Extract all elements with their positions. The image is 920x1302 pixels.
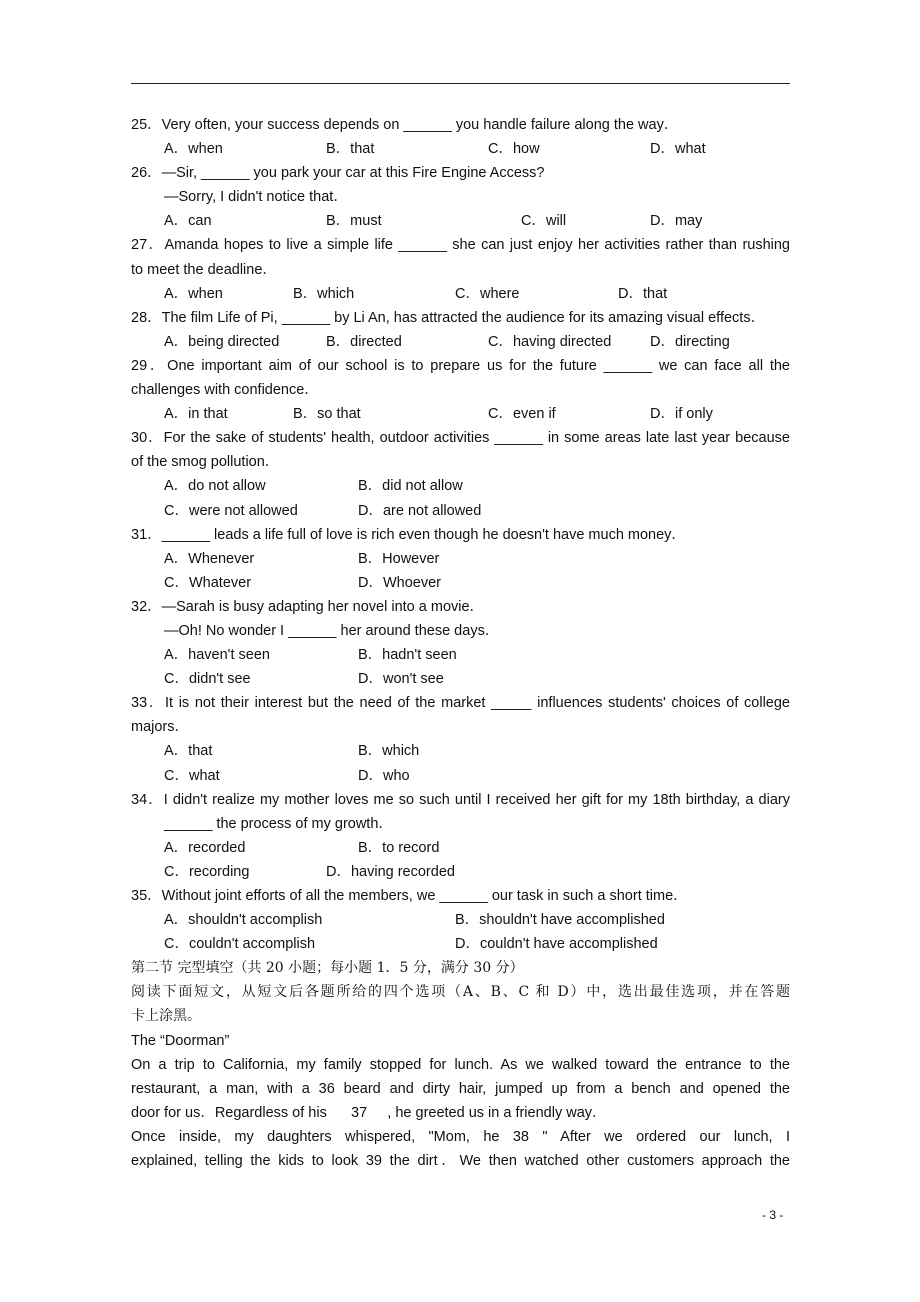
question-25-options — [131, 137, 790, 161]
option-d: D．that — [618, 285, 668, 302]
option-a: A．being directed — [164, 333, 280, 350]
question-34-options-cd — [131, 860, 790, 884]
passage-line: explained, telling the kids to look 39 the dirt．We then watched other customers approach the — [131, 1153, 790, 1170]
passage-line: restaurant, a man, with a 36 beard and dirty hair, jumped up from a bench and opened the — [131, 1080, 790, 1097]
option-c: C．Whatever — [164, 574, 252, 591]
option-b: B．which — [358, 743, 420, 760]
option-c: C．what — [164, 767, 220, 784]
question-35-options-cd — [131, 932, 790, 956]
page-content — [131, 113, 790, 1173]
question-35-options-ab — [131, 908, 790, 932]
question-26-stem: 26．—Sir, ______ you park your car at this Fire Engine Access? — [131, 165, 545, 182]
option-c: C．having directed — [488, 333, 612, 350]
question-28-stem: 28．The film Life of Pi, ______ by Li An, has attracted the audience for its amazing visual effects． — [131, 309, 766, 326]
question-32-stem-reply: —Oh! No wonder I ______ her around these days． — [164, 622, 500, 639]
question-34-options-ab — [131, 836, 790, 860]
option-a: A．in that — [164, 406, 228, 423]
page-number: - 3 - — [762, 1208, 784, 1222]
question-29-stem-cont: challenges with confidence． — [131, 382, 319, 399]
question-31-stem: 31．______ leads a life full of love is rich even though he doesn't have much money． — [131, 526, 686, 543]
question-27-options — [131, 282, 790, 306]
question-32-options-ab — [131, 643, 790, 667]
question-29-options — [131, 402, 790, 426]
question-30-stem: 30．For the sake of students' health, outdoor activities ______ in some areas late last year because — [131, 430, 790, 447]
section-instruction-cont: 卡上涂黑。 — [131, 1008, 201, 1025]
option-a: A．haven't seen — [164, 647, 270, 664]
option-a: A．when — [164, 141, 223, 158]
question-33-stem: 33．It is not their interest but the need of the market _____ influences students' choices of college — [131, 695, 790, 712]
option-b: B．which — [293, 285, 355, 302]
option-c: C．how — [488, 141, 540, 158]
option-a: A．that — [164, 743, 213, 760]
option-b: B．to record — [358, 839, 440, 856]
question-32-options-cd — [131, 667, 790, 691]
option-b: B．shouldn't have accomplished — [455, 912, 665, 929]
option-c: C．where — [455, 285, 520, 302]
option-d: D．may — [650, 213, 703, 230]
option-b: B．that — [326, 141, 375, 158]
question-28-options — [131, 330, 790, 354]
passage-line: door for us．Regardless of his 37 , he greeted us in a friendly way． — [131, 1104, 607, 1121]
section-heading: 第二节 完型填空（共 20 小题；每小题 1．5 分，满分 30 分） — [131, 960, 524, 977]
option-c: C．even if — [488, 406, 556, 423]
option-c: C．couldn't accomplish — [164, 936, 316, 953]
question-31-options-cd — [131, 571, 790, 595]
question-34-stem: 34．I didn't realize my mother loves me so such until I received her gift for my 18th birthday, a diary — [131, 791, 790, 808]
option-b: B．did not allow — [358, 478, 463, 495]
option-c: C．will — [521, 213, 567, 230]
question-34-stem-cont: ______ the process of my growth． — [164, 815, 393, 832]
option-a: A．Whenever — [164, 550, 255, 567]
question-26-options — [131, 209, 790, 233]
question-26-stem-reply: —Sorry, I didn't notice that． — [164, 189, 348, 206]
option-b: B．hadn't seen — [358, 647, 457, 664]
section-instruction: 阅读下面短文，从短文后各题所给的四个选项（A、B、C 和 D）中，选出最佳选项，并在答题 — [131, 984, 790, 1001]
question-30-options-cd — [131, 499, 790, 523]
question-30-options-ab — [131, 474, 790, 498]
option-a: A．can — [164, 213, 212, 230]
option-c: C．didn't see — [164, 671, 251, 688]
question-31-options-ab — [131, 547, 790, 571]
option-d: D．won't see — [358, 671, 444, 688]
option-b: B．However — [358, 550, 440, 567]
option-a: A．when — [164, 285, 223, 302]
option-a: A．do not allow — [164, 478, 266, 495]
question-33-options-ab — [131, 739, 790, 763]
option-b: B．so that — [293, 406, 361, 423]
question-27-stem-cont: to meet the deadline． — [131, 261, 277, 278]
question-33-stem-cont: majors． — [131, 719, 190, 736]
question-29-stem: 29．One important aim of our school is to prepare us for the future ______ we can face all the — [131, 357, 790, 374]
passage-title: The “Doorman” — [131, 1032, 230, 1049]
option-d: D．Whoever — [358, 574, 441, 591]
question-33-options-cd — [131, 764, 790, 788]
question-25-stem: 25．Very often, your success depends on ______ you handle failure along the way． — [131, 117, 679, 133]
question-27-stem: 27．Amanda hopes to live a simple life ______ she can just enjoy her activities rather than rushing — [131, 237, 790, 254]
option-d: D．directing — [650, 333, 730, 350]
option-a: A．shouldn't accomplish — [164, 912, 323, 929]
option-d: D．having recorded — [326, 863, 455, 880]
question-32-stem: 32．—Sarah is busy adapting her novel into a movie． — [131, 598, 485, 615]
option-d: D．what — [650, 141, 706, 158]
option-d: D．couldn't have accomplished — [455, 936, 658, 953]
option-d: D．are not allowed — [358, 502, 482, 519]
option-c: C．recording — [164, 863, 250, 880]
option-d: D．if only — [650, 406, 713, 423]
option-d: D．who — [358, 767, 410, 784]
passage-line: On a trip to California, my family stopped for lunch. As we walked toward the entrance to the — [131, 1056, 790, 1073]
question-35-stem: 35．Without joint efforts of all the members, we ______ our task in such a short time． — [131, 888, 688, 904]
option-c: C．were not allowed — [164, 502, 298, 519]
header-rule — [131, 83, 790, 84]
option-b: B．directed — [326, 333, 402, 350]
option-a: A．recorded — [164, 839, 246, 856]
question-30-stem-cont: of the smog pollution． — [131, 454, 280, 471]
option-b: B．must — [326, 213, 382, 230]
passage-line: Once inside, my daughters whispered, "Mom, he 38 " After we ordered our lunch, I — [131, 1128, 790, 1145]
